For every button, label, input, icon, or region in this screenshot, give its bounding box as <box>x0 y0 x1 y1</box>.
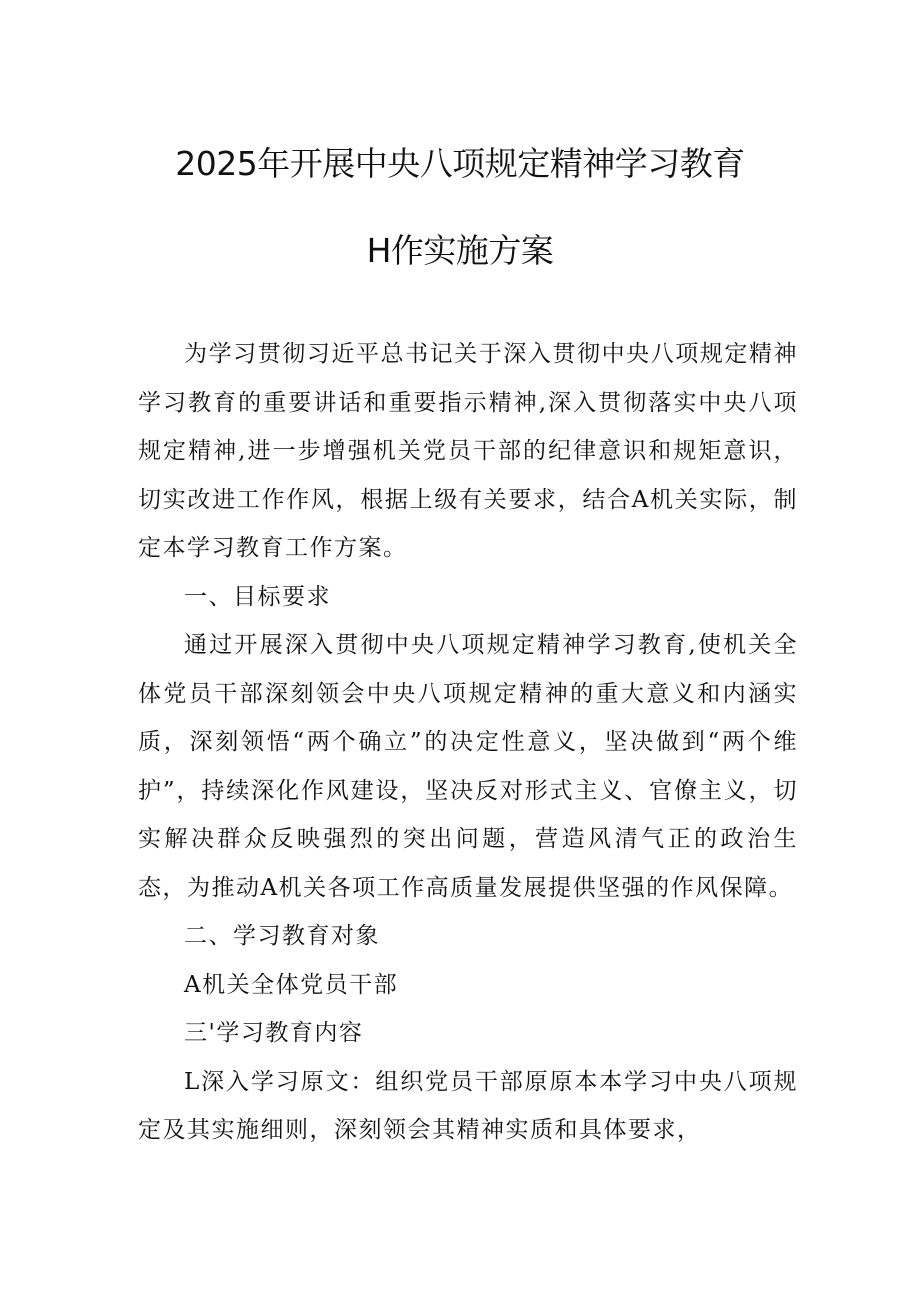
document-title-line-2: H作实施方案 <box>366 231 554 270</box>
content-paragraph: L深入学习原文：组织党员干部原原本本学习中央八项规定及其实施细则，深刻领会其精神实质和具体要求， <box>138 1068 798 1143</box>
document-body <box>138 330 798 1155</box>
document-title-line-1: 2025年开展中央八项规定精神学习教育 <box>175 144 745 183</box>
intro-paragraph: 为学习贯彻习近平总书记关于深入贯彻中央八项规定精神学习教育的重要讲话和重要指示精神,深入贯彻落实中央八项规定精神,进一步增强机关党员干部的纪律意识和规矩意识，切实改进工作作风，根据上级有关要求，结合A机关实际，制定本学习教育工作方案。 <box>138 341 798 561</box>
audience-paragraph: A机关全体党员干部 <box>184 971 399 998</box>
section-heading-audience: 二、学习教育对象 <box>184 923 380 949</box>
goals-paragraph: 通过开展深入贯彻中央八项规定精神学习教育,使机关全体党员干部深刻领会中央八项规定精神的重大意义和内涵实质，深刻领悟“两个确立”的决定性意义，坚决做到“两个维护”，持续深化作风建设，坚决反对形式主义、官僚主义，切实解决群众反映强烈的突出问题，营造风清气正的政治生态，为推动A机关各项工作高质量发展提供坚强的作风保障。 <box>138 632 798 901</box>
section-heading-content: 三'学习教育内容 <box>184 1020 364 1046</box>
section-heading-goals: 一、目标要求 <box>184 583 331 610</box>
